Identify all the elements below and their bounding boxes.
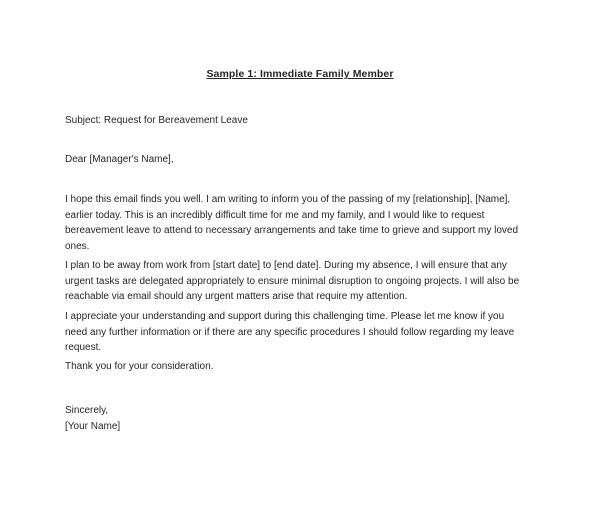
signature-placeholder: [Your Name] bbox=[65, 420, 121, 432]
closing-block bbox=[65, 403, 120, 434]
subject-line: Subject: Request for Bereavement Leave bbox=[65, 115, 248, 126]
body-paragraph-3: I appreciate your understanding and support during this challenging time. Please let me know if you need any further information or if there are any specific procedures I should follow regarding my leave request. bbox=[65, 311, 515, 353]
closing-phrase: Sincerely, bbox=[65, 405, 109, 416]
body-paragraph-2: I plan to be away from work from [start date] to [end date]. During my absence, I will ensure that any urgent tasks are delegated appropriately to ensure minimal disruption to ongoing projects. I will also be reachable via email should any urgent matters arise that require my attention. bbox=[65, 260, 520, 302]
thanks-line: Thank you for your consideration. bbox=[65, 361, 214, 372]
document-title: Sample 1: Immediate Family Member bbox=[206, 68, 394, 80]
body-paragraph-1: I hope this email finds you well. I am writing to inform you of the passing of my [relationship], [Name], earlier today. This is an incredibly difficult time for me and my family, and I would like to request bereavement leave to attend to necessary arrangements and take time to grieve and support my loved ones. bbox=[65, 194, 519, 252]
salutation: Dear [Manager's Name], bbox=[65, 154, 174, 165]
